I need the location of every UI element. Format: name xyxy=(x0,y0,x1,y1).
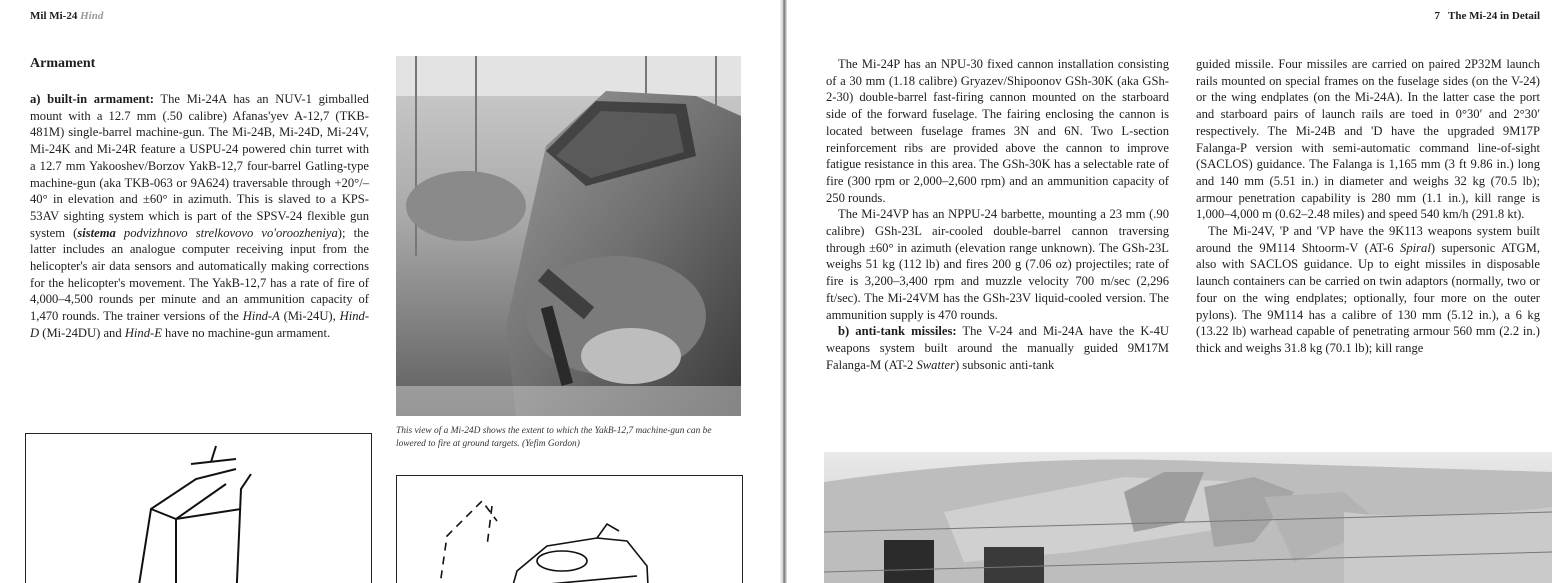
header-book-title: Mil Mi-24 xyxy=(30,10,78,22)
cockpit-line-drawing xyxy=(25,433,372,583)
paragraph-falanga: guided missile. Four missiles are carried on paired 2P32M launch rails mounted on special frames on the fuselage sides (on the V-24) or the wing endplates (on the Mi-24A). In the latter case the port and starboard pairs of launch rails are toed in 0°30′ and 2°30′ respectively. The Mi-24B and 'D have the upgraded 9M17P Falanga-P version with semi-automatic command line-of-sight (SACLOS) guidance. The Falanga is 1,165 mm (3 ft 9.86 in.) long and 140 mm (5.51 in.) in diameter and weighs 32 kg (70.5 lb); armour penetration capability is 280 mm (1.1 in.), kill range is 1,000–4,000 m (0.62–2.48 miles) and speed 540 km/h (291.8 kt). xyxy=(1196,57,1540,222)
running-header-left xyxy=(30,10,103,22)
page-number: 7 xyxy=(1434,10,1440,22)
text-run: ) subsonic anti-tank xyxy=(954,357,1055,372)
drawing-graphic xyxy=(26,434,371,583)
text-column-1 xyxy=(826,56,1169,373)
text-run: The Mi-24A has an NUV-1 gimballed mount with a 12.7 mm (.50 calibre) Afanas'yev A-12,7 (TKB-481M) single-barrel machine-gun. The Mi-24B, Mi-24D, Mi-24V, Mi-24K and Mi-24R feature a USPU-24 powered chin turret with a 12.7 mm Yakooshev/Borzov YakB-12,7 four-barrel Gatling-type machine-gun (aka TKB-063 or 9A624) traversable through +20°/–40° in elevation and ±60° in azimuth. This is slaved to a KPS-53AV sighting system which is part of the SPSV-24 flexible gun system ( xyxy=(30,92,369,240)
text-run: The V-24 and Mi-24A have the K-4U weapons system built around the manually guided 9M17M Falanga-M (AT-2 xyxy=(826,324,1170,372)
paragraph-anti-tank xyxy=(826,323,1169,373)
text-run: ); the latter includes an analogue computer receiving input from the helicopter's air data sensors and automatically making corrections for the helicopter's movement. The YakB-12,7 has a rate of fire of 4,000–4,500 rounds per minute and an ammunition capacity of 1,470 rounds. The trainer versions of the xyxy=(30,225,369,324)
helicopter-nose-photo xyxy=(396,56,741,416)
photo-graphic xyxy=(396,56,741,416)
fuselage-photo xyxy=(824,452,1552,583)
text-run: (Mi-24U), xyxy=(279,309,340,324)
photo-graphic xyxy=(824,452,1552,583)
header-book-name: Hind xyxy=(80,10,104,22)
text-run: Spiral xyxy=(1400,240,1431,255)
text-run: have no machine-gun armament. xyxy=(161,325,331,340)
text-run: sistema xyxy=(77,225,124,240)
text-run: Swatter xyxy=(916,357,955,372)
paragraph-mi24vp: The Mi-24VP has an NPPU-24 barbette, mounting a 23 mm (.90 calibre) GSh-23L air-cooled double-barrel cannon traversing through ±60° in azimuth (elevation range unknown). The GSh-23L weighs 51 kg (112 lb) and fires 200 g (7.06 oz) projectiles; rate of fire is 3,200–3,400 rpm and muzzle velocity 700 m/sec (2,296 ft/sec). The Mi-24VM has the GSh-23V liquid-cooled version. The ammunition supply is 470 rounds. xyxy=(826,207,1169,322)
text-run: (Mi-24DU) and xyxy=(39,325,125,340)
book-gutter xyxy=(780,0,787,583)
armament-paragraph xyxy=(30,91,369,342)
text-run: Hind-A xyxy=(242,309,280,324)
text-run: ) supersonic ATGM, also with SACLOS guidance. Up to eight missiles in disposable launch containers can be carried on twin adaptors (normally, two or four on the wing endplates; optionally, four more on the outer pylons). The 9M114 has a calibre of 130 mm (5.12 in.), a 6 kg (13.22 lb) warhead capable of penetrating armour 560 mm (2.2 in.) thick and weighs 31.8 kg (70.1 lb); kill range xyxy=(1196,240,1540,355)
text-column-2 xyxy=(1196,56,1540,357)
paragraph-mi24p: The Mi-24P has an NPU-30 fixed cannon installation consisting of a 30 mm (1.18 calibre) Gryazev/Shipoonov GSh-30K (aka GSh-2-30) double-barrel fast-firing cannon mounted on the starboard side of the forward fuselage. The fairing enclosing the cannon is located between fuselage frames 3N and 6N. Two L-section reinforcement ribs are provided above the cannon to improve fatigue resistance in this area. The GSh-30K has a selectable rate of fire (300 rpm or 2,000–2,600 rpm) and an ammunition capacity of 250 rounds. xyxy=(826,57,1169,205)
drawing-graphic xyxy=(397,476,742,583)
running-header-right xyxy=(1434,10,1540,22)
text-run: Hind-E xyxy=(124,325,162,340)
text-run: podvizhnovo strelkovovo vo'oroozheniya xyxy=(123,225,338,240)
section-heading: Armament xyxy=(30,56,96,71)
text-run: Hind-D xyxy=(30,309,370,340)
text-run: The Mi-24V, 'P and 'VP have the 9K113 weapons system built around the 9M114 Shtoorm-V (AT-6 xyxy=(1196,224,1540,255)
paragraph-shtoorm xyxy=(1196,223,1540,357)
photo-caption: This view of a Mi-24D shows the extent to which the YakB-12,7 machine-gun can be lowered to fire at ground targets. (Yefim Gordon) xyxy=(396,426,712,449)
turret-line-drawing xyxy=(396,475,743,583)
chapter-title: The Mi-24 in Detail xyxy=(1448,10,1540,22)
right-page xyxy=(787,0,1552,583)
paragraph-lead: a) built-in armament: xyxy=(30,92,154,106)
paragraph-lead: b) anti-tank missiles: xyxy=(838,324,957,339)
